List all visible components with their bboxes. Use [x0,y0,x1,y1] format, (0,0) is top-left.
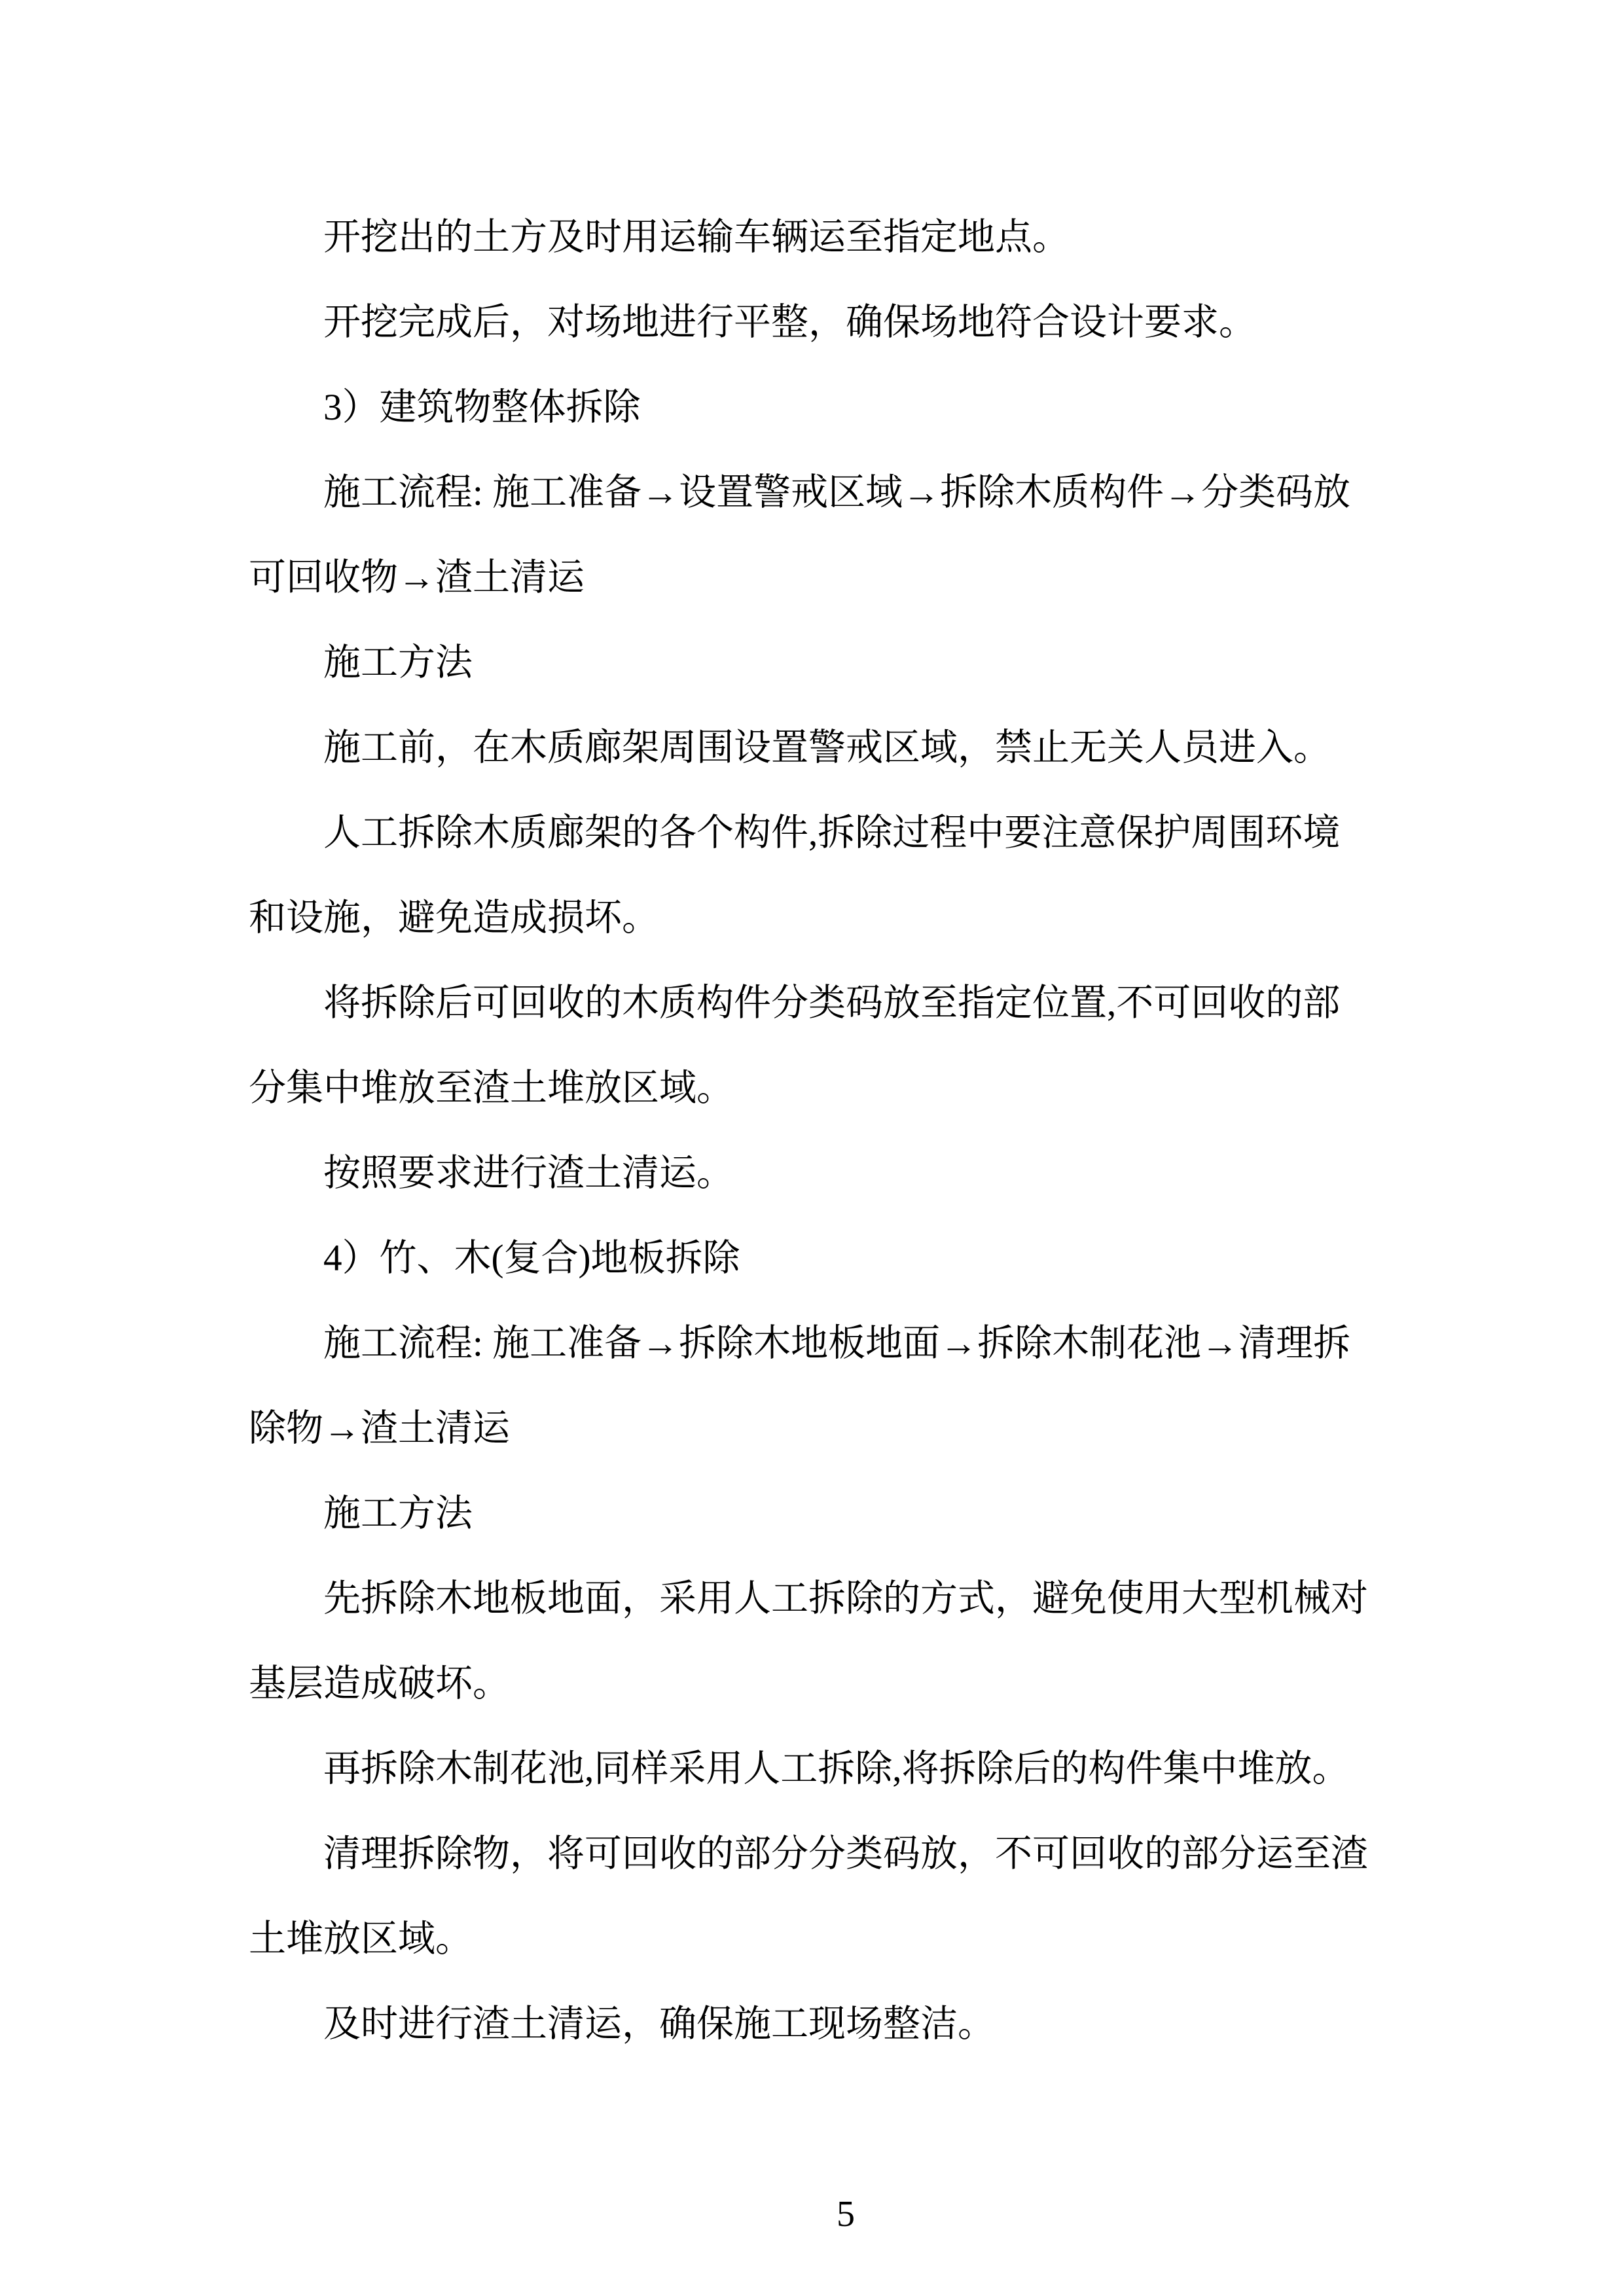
paragraph-line: 先拆除木地板地面，采用人工拆除的方式，避免使用大型机械对 [323,1578,1368,1619]
paragraph-line: 将拆除后可回收的木质构件分类码放至指定位置,不可回收的部 [323,982,1341,1024]
paragraph-line: 4）竹、木(复合)地板拆除 [323,1238,740,1279]
document-body [249,195,1375,2067]
paragraph-line: 施工前，在木质廊架周围设置警戒区域，禁止无关人员进入。 [323,727,1331,768]
paragraph-line: 基层造成破坏。 [249,1663,510,1704]
paragraph-line: 施工方法 [323,642,473,683]
paragraph-line: 按照要求进行渣土清运。 [323,1153,734,1194]
paragraph-line: 分集中堆放至渣土堆放区域。 [249,1067,734,1109]
page-number: 5 [837,2194,855,2234]
paragraph-line: 清理拆除物，将可回收的部分分类码放，不可回收的部分运至渣 [323,1833,1368,1874]
paragraph-line: 施工方法 [323,1493,473,1534]
paragraph-line: 3）建筑物整体拆除 [323,387,641,428]
paragraph-line: 再拆除木制花池,同样采用人工拆除,将拆除后的构件集中堆放。 [323,1748,1350,1789]
paragraph-line: 施工流程: 施工准备→拆除木地板地面→拆除木制花池→清理拆 [323,1323,1351,1364]
paragraph-line: 及时进行渣土清运，确保施工现场整洁。 [323,2003,995,2045]
paragraph-line: 土堆放区域。 [249,1918,473,1960]
paragraph-line: 除物→渣土清运 [249,1408,510,1449]
paragraph-line: 和设施，避免造成损坏。 [249,897,659,939]
paragraph-line: 可回收物→渣土清运 [249,557,585,598]
paragraph-line: 开挖出的土方及时用运输车辆运至指定地点。 [323,217,1070,258]
paragraph-line: 施工流程: 施工准备→设置警戒区域→拆除木质构件→分类码放 [323,472,1351,513]
paragraph-line: 人工拆除木质廊架的各个构件,拆除过程中要注意保护周围环境 [323,812,1341,853]
paragraph-line: 开挖完成后，对场地进行平整，确保场地符合设计要求。 [323,302,1256,343]
